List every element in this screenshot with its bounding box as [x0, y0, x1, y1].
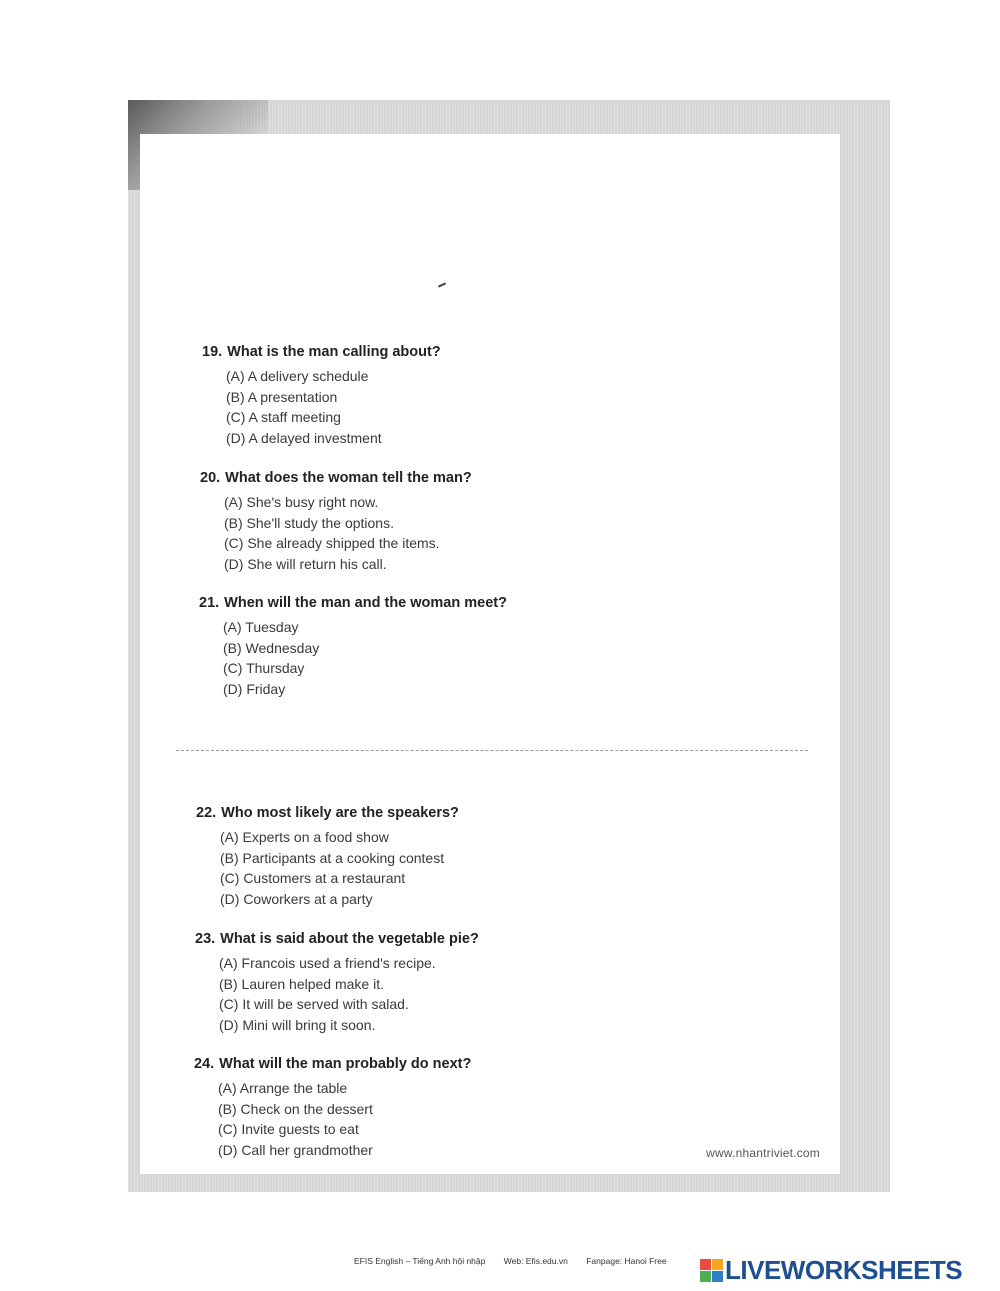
answer-options — [195, 953, 479, 1035]
question-number: 22. — [196, 805, 217, 821]
option-d: (D) Friday — [223, 680, 286, 697]
option-c: (C) She already shipped the items. — [224, 535, 440, 551]
answer-options — [194, 1078, 471, 1160]
liveworksheets-logo[interactable] — [700, 1256, 962, 1284]
option-a: (A) Tuesday — [223, 619, 299, 635]
question-20 — [200, 470, 472, 574]
question-24 — [194, 1056, 471, 1160]
logo-text: LIVEWORKSHEETS — [725, 1254, 963, 1285]
logo-tile — [700, 1259, 711, 1270]
option-d: (D) Coworkers at a party — [220, 890, 373, 907]
question-title — [202, 344, 441, 360]
worksheet-page — [140, 134, 840, 1174]
option-d: (D) Call her grandmother — [218, 1141, 373, 1158]
question-text: What is the man calling about? — [227, 344, 441, 360]
option-c: (C) Thursday — [223, 660, 305, 676]
option-c: (C) Invite guests to eat — [218, 1121, 359, 1137]
question-text: When will the man and the woman meet? — [224, 595, 507, 611]
logo-tile — [712, 1259, 723, 1270]
question-title — [200, 470, 472, 486]
option-b: (B) Lauren helped make it. — [219, 975, 384, 992]
footer-fanpage: Fanpage: Hanoi Free — [586, 1256, 667, 1266]
option-a: (A) Experts on a food show — [220, 829, 389, 845]
scanned-page-frame — [128, 100, 890, 1192]
question-number: 21. — [199, 595, 220, 611]
question-title — [194, 1056, 471, 1072]
option-b: (B) A presentation — [226, 388, 338, 405]
option-a: (A) A delivery schedule — [226, 368, 369, 384]
question-21 — [199, 595, 507, 699]
question-title — [199, 595, 507, 611]
footer-web: Web: Efis.edu.vn — [503, 1256, 568, 1266]
option-b: (B) She'll study the options. — [224, 514, 394, 531]
logo-tile — [712, 1271, 723, 1282]
option-b: (B) Wednesday — [223, 639, 320, 656]
option-b: (B) Participants at a cooking contest — [220, 849, 445, 866]
publisher-url: www.nhantriviet.com — [706, 1146, 820, 1160]
question-title — [195, 931, 479, 947]
question-number: 19. — [202, 344, 223, 360]
question-text: Who most likely are the speakers? — [221, 805, 459, 821]
page-footer — [354, 1256, 683, 1266]
pen-mark — [438, 282, 446, 287]
question-number: 20. — [200, 470, 221, 486]
answer-options — [196, 827, 459, 909]
option-c: (C) It will be served with salad. — [219, 996, 409, 1012]
logo-tile — [700, 1271, 711, 1282]
option-d: (D) Mini will bring it soon. — [219, 1016, 376, 1033]
question-title — [196, 805, 459, 821]
option-a: (A) Arrange the table — [218, 1080, 348, 1096]
option-c: (C) Customers at a restaurant — [220, 870, 406, 886]
answer-options — [200, 492, 472, 574]
answer-options — [199, 617, 507, 699]
option-c: (C) A staff meeting — [226, 409, 341, 425]
option-a: (A) She's busy right now. — [224, 494, 379, 510]
question-19 — [202, 344, 441, 448]
option-a: (A) Francois used a friend's recipe. — [219, 955, 436, 971]
option-d: (D) A delayed investment — [226, 429, 382, 446]
option-b: (B) Check on the dessert — [218, 1100, 373, 1117]
question-number: 24. — [194, 1056, 215, 1072]
question-number: 23. — [195, 931, 216, 947]
question-text: What will the man probably do next? — [219, 1056, 472, 1072]
question-text: What does the woman tell the man? — [225, 470, 472, 486]
footer-org: EFIS English – Tiếng Anh hội nhập — [354, 1256, 486, 1266]
question-text: What is said about the vegetable pie? — [220, 931, 479, 947]
section-divider — [176, 750, 808, 751]
option-d: (D) She will return his call. — [224, 555, 387, 572]
question-22 — [196, 805, 459, 909]
logo-tiles-icon — [700, 1259, 723, 1282]
answer-options — [202, 366, 441, 448]
question-23 — [195, 931, 479, 1035]
